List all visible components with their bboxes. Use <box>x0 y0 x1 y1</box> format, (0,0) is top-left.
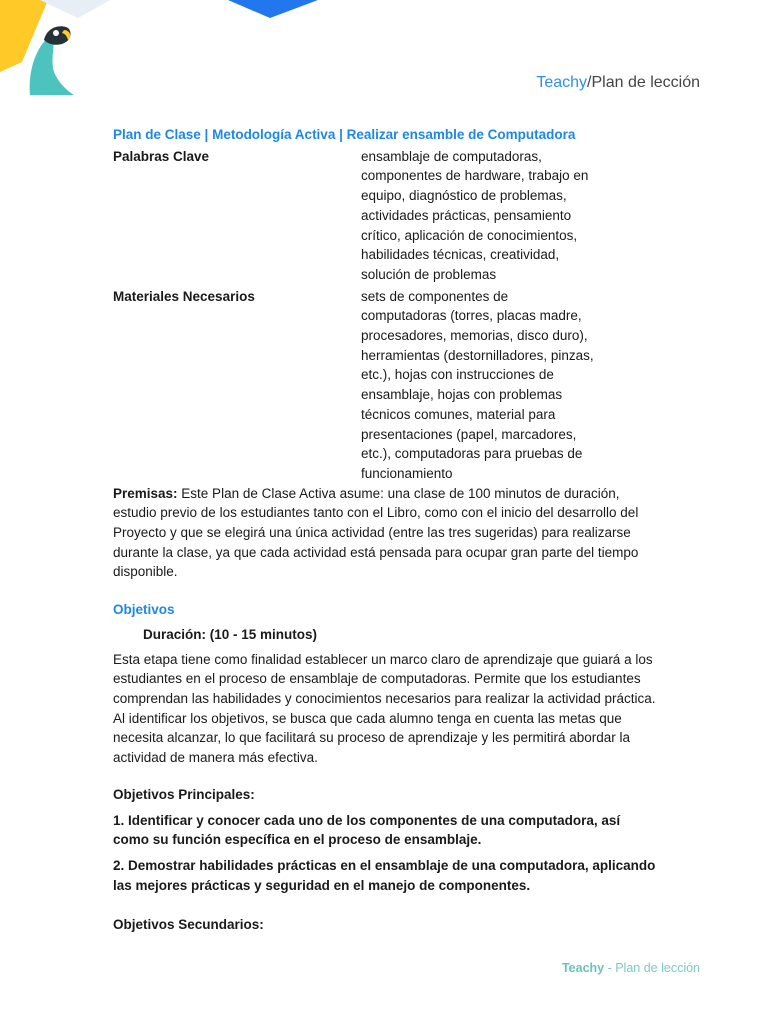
doc-type: Plan de lección <box>591 74 700 91</box>
premisas-text: Este Plan de Clase Activa asume: una clase de 100 minutos de duración, estudio previo de los estudiantes tanto con el Libro, como con el inicio del desarrollo del Proyecto y que se elegirá una única actividad (entre las tres sugeridas) para realizarse durante la clase, ya que cada actividad está pensada para ocupar gran parte del tiempo disponible. <box>113 485 639 580</box>
page-title: Plan de Clase | Metodología Activa | Realizar ensamble de Computadora <box>113 127 576 142</box>
materials-value: sets de componentes de computadoras (torres, placas madre, procesadores, memorias, disco duro), herramientas (destornilladores, pinzas, etc.), hojas con instrucciones de ensamblaje, hojas con problemas técnicos comunes, material para presentaciones (papel, marcadores, etc.), computadoras para pruebas de funcionamiento <box>361 288 594 481</box>
brand-name: Teachy <box>536 74 588 91</box>
footer-doc-type: Plan de lección <box>615 961 700 975</box>
materials-label: Materiales Necesarios <box>113 288 255 304</box>
keywords-label: Palabras Clave <box>113 148 210 164</box>
objetivo-principal-1: 1. Identificar y conocer cada uno de los componentes de una computadora, así como su función específica en el proceso de ensamblaje. <box>113 812 621 848</box>
brand-separator: / <box>587 74 592 91</box>
header-decoration <box>0 0 330 100</box>
objetivos-duration: Duración: (10 - 15 minutos) <box>143 626 318 642</box>
page-footer <box>562 961 700 975</box>
objetivo-principal-2: 2. Demostrar habilidades prácticas en el ensamblaje de una computadora, aplicando las mejores prácticas y seguridad en el manejo de componentes. <box>113 857 656 893</box>
decor-blue-shape <box>228 0 318 18</box>
footer-brand: Teachy <box>561 961 605 975</box>
premisas-label: Premisas: <box>113 485 178 501</box>
objetivos-heading: Objetivos <box>113 602 175 618</box>
objetivos-principales-heading: Objetivos Principales: <box>113 786 255 802</box>
objetivos-secundarios-heading: Objetivos Secundarios: <box>113 917 264 933</box>
lesson-content <box>113 125 658 935</box>
footer-separator: - <box>604 961 616 975</box>
keywords-row <box>113 147 658 285</box>
parrot-logo-icon <box>30 26 74 95</box>
decor-gray-shape <box>40 0 110 18</box>
objetivos-description: Esta etapa tiene como finalidad establecer un marco claro de aprendizaje que guiará a los estudiantes en el proceso de ensamblaje de computadoras. Permite que los estudiantes comprendan las habilidades y conocimientos necesarios para realizar la actividad práctica. Al identificar los objetivos, se busca que cada alumno tenga en cuenta las metas que necesita alcanzar, lo que facilitará su proceso de aprendizaje y les permitirá abordar la actividad de manera más efectiva. <box>113 651 656 766</box>
keywords-value: ensamblaje de computadoras, componentes de hardware, trabajo en equipo, diagnóstico de problemas, actividades prácticas, pensamiento crítico, aplicación de conocimientos, habilidades técnicas, creatividad, solución de problemas <box>361 148 589 282</box>
premisas-paragraph <box>113 484 658 583</box>
materials-row <box>113 287 658 484</box>
brand-header <box>536 74 700 92</box>
